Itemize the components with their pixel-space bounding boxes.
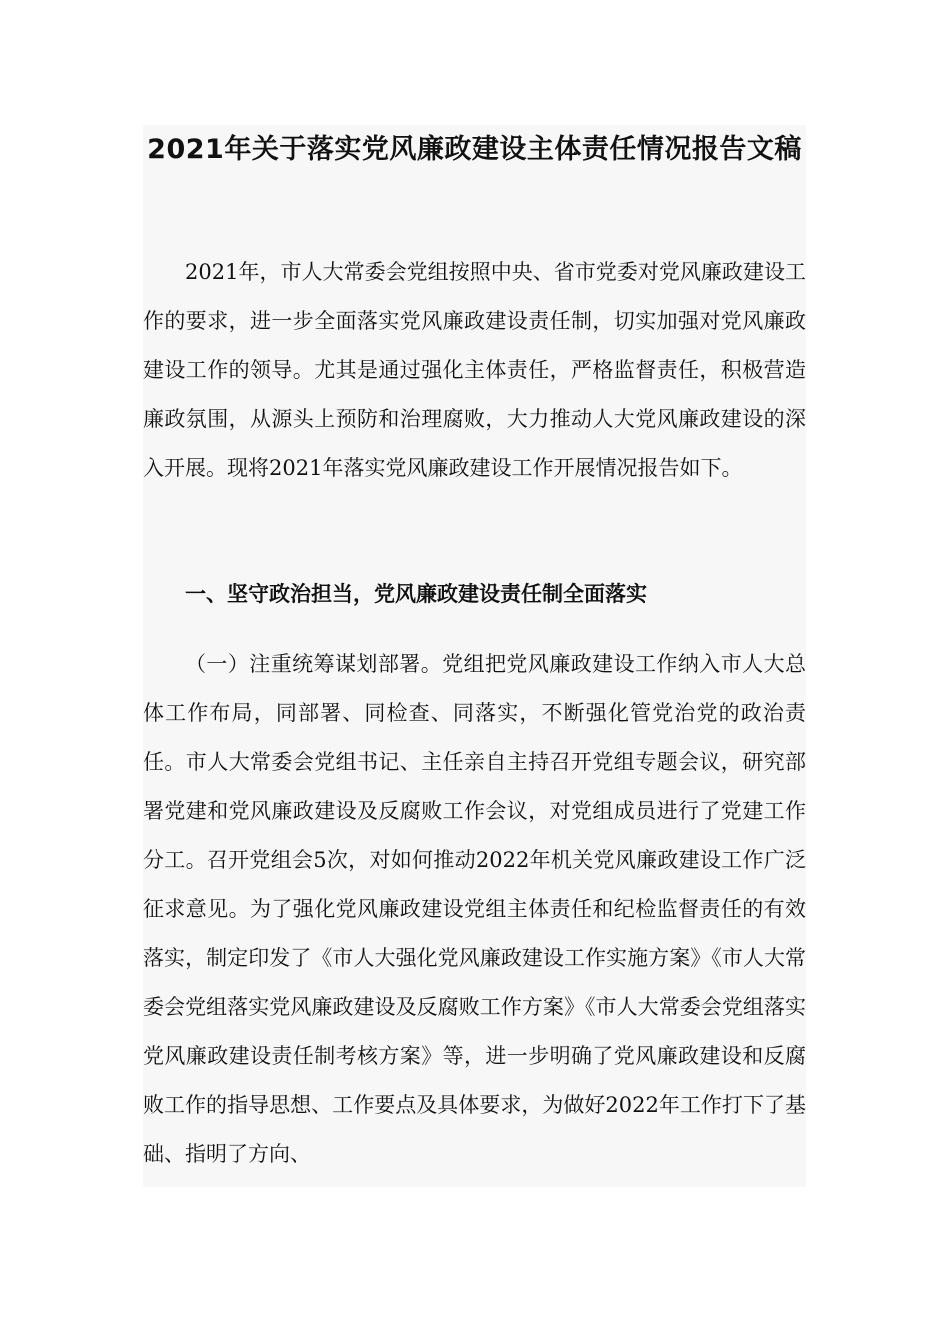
document-title: 2021年关于落实党风廉政建设主体责任情况报告文稿 <box>147 134 802 165</box>
intro-paragraph: 2021年，市人大常委会党组按照中央、省市党委对党风廉政建设工作的要求，进一步全面落实党风廉政建设责任制，切实加强对党风廉政建设工作的领导。尤其是通过强化主体责任，严格监督责任，积极营造廉政氛围，从源头上预防和治理腐败，大力推动人大党风廉政建设的深入开展。现将2021年落实党风廉政建设工作开展情况报告如下。 <box>143 260 806 480</box>
section-heading-1: 一、坚守政治担当，党风廉政建设责任制全面落实 <box>185 582 647 606</box>
section-1-paragraph-1: （一）注重统筹谋划部署。党组把党风廉政建设工作纳入市人大总体工作布局，同部署、同检查、同落实，不断强化管党治党的政治责任。市人大常委会党组书记、主任亲自主持召开党组专题会议，研究部署党建和党风廉政建设及反腐败工作会议，对党组成员进行了党建工作分工。召开党组会5次，对如何推动2022年机关党风廉政建设工作广泛征求意见。为了强化党风廉政建设党组主体责任和纪检监督责任的有效落实，制定印发了《市人大强化党风廉政建设工作实施方案》《市人大常委会党组落实党风廉政建设及反腐败工作方案》《市人大常委会党组落实党风廉政建设责任制考核方案》等，进一步明确了党风廉政建设和反腐败工作的指导思想、工作要点及具体要求，为做好2022年工作打下了基础、指明了方向、 <box>143 652 806 1166</box>
